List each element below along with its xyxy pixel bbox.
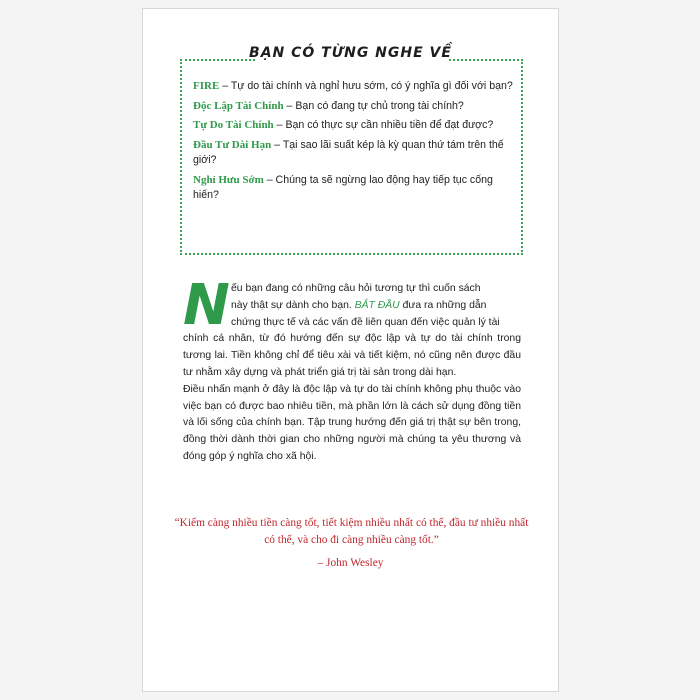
paragraph-2: Điều nhấn mạnh ở đây là độc lập và tự do tài chính không phụ thuộc vào việc bạn có được bao nhiêu tiền, mà phần lớn là cách sử dụng đồng tiền và lối sống của chính bạn. Tập trung hướng đến giá trị thật sự bên trong, đồng thời dành thời gian cho những người mà chúng ta yêu thương và đóng góp ý nghĩa cho xã hội. — [183, 383, 521, 462]
faq-text: – Bạn có thực sự cần nhiều tiền để đạt được? — [273, 119, 494, 131]
faq-text: – Bạn có đang tự chủ trong tài chính? — [283, 99, 464, 112]
faq-term: Đầu Tư Dài Hạn — [193, 138, 272, 151]
faq-text: – Chúng ta sẽ ngừng lao động hay tiếp tục cống hiến? — [193, 173, 493, 201]
drop-cap: N — [183, 273, 230, 338]
faq-list — [193, 79, 513, 208]
faq-item — [193, 79, 513, 95]
faq-text: – Tại sao lãi suất kép là kỳ quan thứ tám trên thế giới? — [193, 138, 504, 166]
faq-item — [193, 138, 513, 169]
body-text — [183, 281, 521, 466]
book-page — [142, 8, 559, 692]
body-line-2-text: này thật sự dành cho bạn. — [231, 299, 352, 311]
body-line-3: chứng thực tế và các vấn đề liên quan đến việc quản lý tài — [231, 316, 500, 328]
faq-term: FIRE — [193, 80, 220, 92]
faq-item — [193, 118, 513, 134]
paragraph-1 — [183, 281, 521, 382]
paragraph-1-rest: chính cá nhân, từ đó hướng đến sự độc lập và tự do tài chính trong tương lai. Tiền không chỉ để tiêu xài và tiết kiệm, nó cũng nên được đầu tư nhằm xây dựng và phát triển giá trị tài sản trong dài hạn. — [183, 333, 521, 378]
quote-author: – John Wesley — [317, 557, 384, 569]
body-line-2 — [183, 298, 521, 315]
book-title-highlight: BẮT ĐẦU — [354, 299, 400, 311]
quote-text: “Kiếm càng nhiều tiền càng tốt, tiết kiệm nhiều nhất có thể, đầu tư nhiều nhất có thể, và cho đi càng nhiều càng tốt.” — [174, 517, 529, 546]
body-line-2-rest: đưa ra những dẫn — [399, 299, 487, 311]
faq-text: – Tự do tài chính và nghỉ hưu sớm, có ý nghĩa gì đối với bạn? — [219, 80, 513, 92]
faq-term: Tự Do Tài Chính — [193, 119, 274, 131]
body-line-1: ếu bạn đang có những câu hỏi tương tự thì cuốn sách — [231, 283, 481, 294]
faq-term: Độc Lập Tài Chính — [193, 99, 284, 112]
faq-item — [193, 173, 513, 204]
box-title: BẠN CÓ TỪNG NGHE VỀ — [249, 45, 452, 61]
faq-item — [193, 99, 513, 115]
faq-term: Nghỉ Hưu Sớm — [193, 173, 264, 186]
